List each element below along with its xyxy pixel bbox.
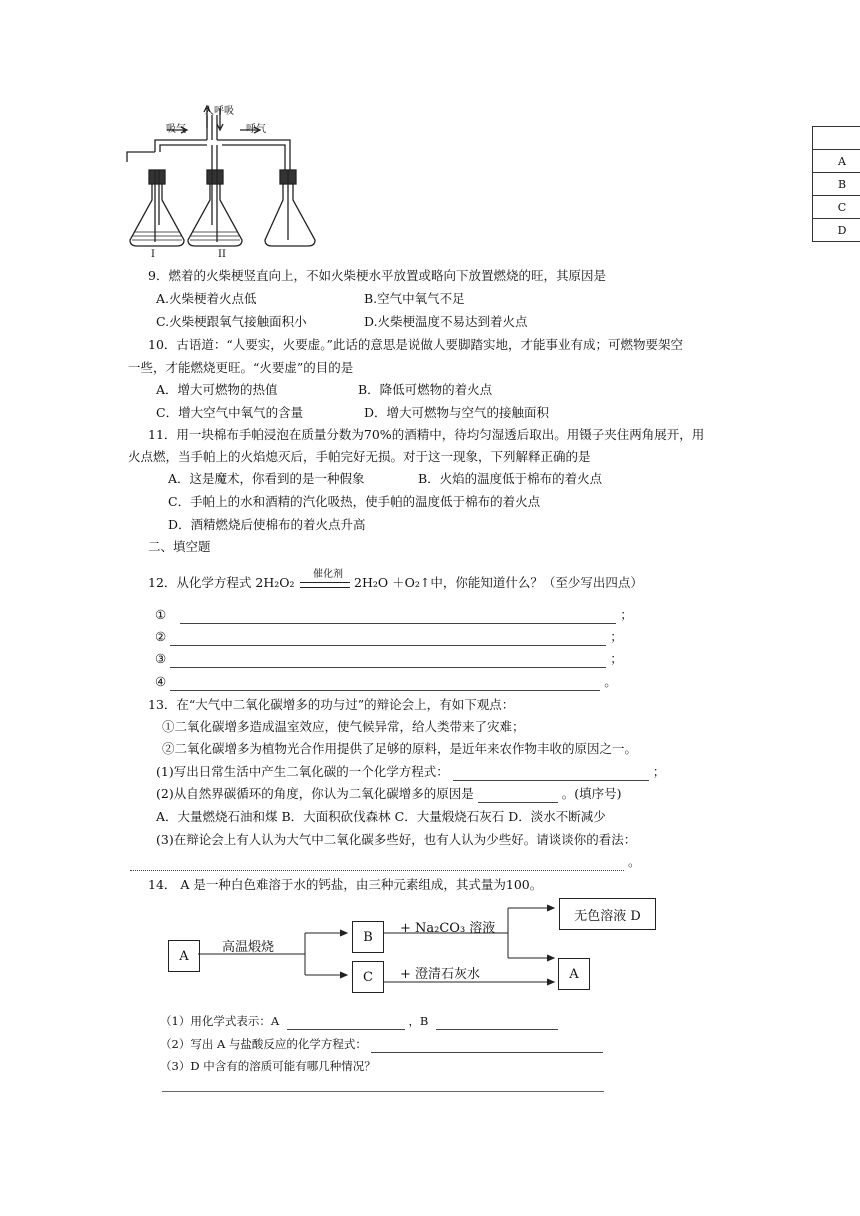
q13-part-2-text: (2)从自然界碳循环的角度，你认为二氧化碳增多的原因是 — [156, 786, 474, 801]
q11-stem-line1: 11．用一块棉布手帕浸泡在质量分数为70%的酒精中，待均匀湿透后取出。用镊子夹住两角展开，用 — [148, 427, 705, 442]
q12-item-marker: ② — [155, 629, 167, 644]
q12-catalyst: 催化剂 — [313, 569, 343, 580]
q10-option-b: B．降低可燃物的着火点 — [358, 382, 493, 397]
q10-option-d: D．增大可燃物与空气的接触面积 — [364, 405, 550, 420]
q14-part-1-text: （1）用化学式表示：A — [160, 1014, 280, 1028]
figure-flask1-label: I — [151, 249, 155, 260]
q9-stem: 9．燃着的火柴梗竖直向上，不如火柴梗水平放置或略向下放置燃烧的旺，其原因是 — [148, 268, 606, 283]
q14-part-1 — [160, 1012, 558, 1030]
q11-option-a: A．这是魔术，你看到的是一种假象 — [168, 471, 365, 486]
q13-part-2-end: 。(填序号) — [561, 786, 622, 801]
q11-option-b: B．火焰的温度低于棉布的着火点 — [418, 471, 603, 486]
q14-part-2 — [160, 1035, 603, 1053]
q13-part-3-end: 。 — [627, 854, 641, 869]
q14-part-1-mid: ，B — [408, 1014, 429, 1028]
figure-exhale-label: 呼气 — [246, 124, 266, 135]
q12-item-marker: ④ — [155, 674, 167, 689]
q14-arrow-label-na2co3: + Na₂CO₃ 溶液 — [400, 921, 496, 936]
q13-options: A．大量燃烧石油和煤 B．大面积砍伐森林 C．大量煅烧石灰石 D．淡水不断减少 — [156, 809, 606, 824]
figure-flask2-label: II — [218, 249, 226, 260]
q13-part-1-end: ； — [652, 764, 666, 779]
q12-item-marker: ① — [155, 607, 167, 622]
q11-option-c: C．手帕上的水和酒精的汽化吸热，使手帕的温度低于棉布的着火点 — [168, 494, 541, 509]
answer-table-cell: B — [813, 173, 860, 196]
q10-stem-line2: 一些，才能燃烧更旺。“火要虚”的目的是 — [128, 360, 354, 375]
section-title-fill-in: 二、填空题 — [148, 539, 211, 554]
answer-table-cell: D — [813, 219, 860, 242]
q14-part-1-blank-b[interactable] — [436, 1015, 558, 1030]
q14-arrow-label-limewater: + 澄清石灰水 — [400, 967, 481, 982]
q14-part-2-text: （2）写出 A 与盐酸反应的化学方程式： — [160, 1037, 367, 1051]
q12-item-end: ； — [610, 629, 623, 644]
q14-stem: 14． A 是一种白色难溶于水的钙盐，由三种元素组成，其式量为100。 — [148, 877, 543, 892]
q14-box-c: C — [352, 961, 384, 993]
q12-products: 2H₂O ＋O₂↑中，你能知道什么？（至少写出四点） — [354, 575, 643, 590]
q13-part-1-text: (1)写出日常生活中产生二氧化碳的一个化学方程式： — [156, 764, 449, 779]
q14-box-a-result: A — [558, 958, 590, 990]
q9-option-c: C.火柴梗跟氧气接触面积小 — [156, 314, 307, 329]
answer-table-cell: C — [813, 196, 860, 219]
q10-option-a: A．增大可燃物的热值 — [156, 382, 278, 397]
q13-part-3: (3)在辩论会上有人认为大气中二氧化碳多些好，也有人认为少些好。请谈谈你的看法： — [156, 832, 637, 847]
q12-item-marker: ③ — [155, 651, 167, 666]
q11-stem-line2: 火点燃，当手帕上的火焰熄灭后，手帕完好无损。对于这一现象，下列解释正确的是 — [128, 449, 591, 464]
q14-box-d: 无色溶液 D — [559, 898, 656, 930]
q14-part-1-blank-a[interactable] — [287, 1015, 405, 1030]
q13-view-2: ②二氧化碳增多为植物光合作用提供了足够的原料，是近年来农作物丰收的原因之一。 — [162, 741, 638, 756]
q9-option-a: A.火柴梗着火点低 — [156, 291, 257, 306]
figure-top-label: 人呼吸 — [204, 106, 234, 117]
q13-stem: 13．在“大气中二氧化碳增多的功与过”的辩论会上，有如下观点： — [148, 697, 515, 712]
q14-part-3-blank[interactable] — [162, 1091, 604, 1092]
q13-view-1: ①二氧化碳增多造成温室效应，使气候异常，给人类带来了灾难； — [162, 719, 525, 734]
q14-box-b: B — [352, 921, 384, 953]
q14-part-3: （3）D 中含有的溶质可能有哪几种情况？ — [160, 1059, 376, 1073]
q10-stem-line1: 10．古语道：“人要实，火要虚。”此话的意思是说做人要脚踏实地，才能事业有成；可燃物要架空 — [148, 337, 683, 352]
answer-table-cell: A — [813, 150, 860, 173]
q12-item-end: ； — [610, 651, 623, 666]
q12-prefix: 12．从化学方程式 2H₂O₂ — [148, 575, 295, 590]
figure-inhale-label: 吸气 — [166, 124, 186, 135]
q12-item-end: 。 — [604, 674, 617, 689]
q10-option-c: C．增大空气中氧气的含量 — [156, 405, 304, 420]
q14-box-a: A — [168, 940, 200, 972]
q14-part-2-blank[interactable] — [371, 1038, 603, 1053]
q9-option-b: B.空气中氧气不足 — [364, 291, 465, 306]
q9-option-d: D.火柴梗温度不易达到着火点 — [364, 314, 528, 329]
q11-option-d: D．酒精燃烧后使棉布的着火点升高 — [168, 517, 366, 532]
q12-item-end: ； — [620, 607, 633, 622]
q14-arrow-label-heat: 高温煅烧 — [222, 940, 275, 955]
